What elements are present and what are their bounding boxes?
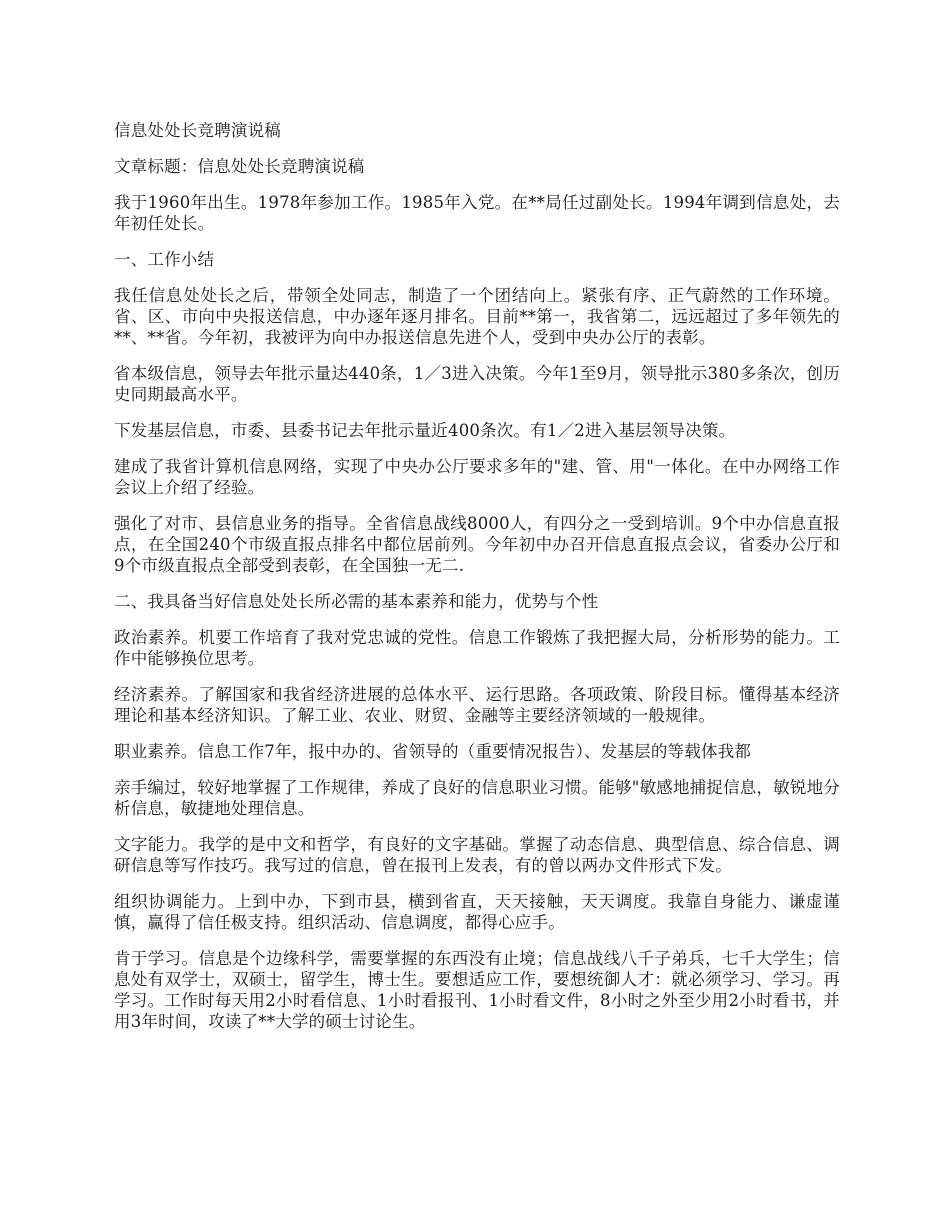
paragraph-writing: 文字能力。我学的是中文和哲学，有良好的文字基础。掌握了动态信息、典型信息、综合信息、调研信息等写作技巧。我写过的信息，曾在报刊上发表，有的曾以两办文件形式下发。	[114, 835, 840, 875]
paragraph-coordination: 组织协调能力。上到中办，下到市县，横到省直，天天接触，天天调度。我靠自身能力、谦虚谨慎，赢得了信任极支持。组织活动、信息调度，都得心应手。	[114, 892, 840, 932]
section-heading-work-summary: 一、工作小结	[114, 250, 215, 269]
article-title-line: 文章标题：信息处处长竞聘演说稿	[114, 157, 365, 176]
paragraph-learning: 肯于学习。信息是个边缘科学，需要掌握的东西没有止境；信息战线八千子弟兵，七千大学生；信息处有双学士，双硕士，留学生，博士生。要想适应工作，要想统御人才：就必须学习、学习。再学习。工作时每天用2小时看信息、1小时看报刊、1小时看文件，8小时之外至少用2小时看书，并用3年时间，攻读了**大学的硕士讨论生。	[114, 949, 840, 1031]
paragraph-economic: 经济素养。了解国家和我省经济进展的总体水平、运行思路。各项政策、阶段目标。懂得基本经济理论和基本经济知识。了解工业、农业、财贸、金融等主要经济领域的一般规律。	[114, 685, 840, 725]
paragraph-achievements: 我任信息处处长之后，带领全处同志，制造了一个团结向上。紧张有序、正气蔚然的工作环境。省、区、市向中央报送信息，中办逐年逐月排名。目前**第一，我省第二，远远超过了多年领先的**、**省。今年初，我被评为向中办报送信息先进个人，受到中央办公厅的表彰。	[114, 286, 840, 347]
paragraph-political: 政治素养。机要工作培育了我对党忠诚的党性。信息工作锻炼了我把握大局，分析形势的能力。工作中能够换位思考。	[114, 628, 840, 668]
paragraph-network: 建成了我省计算机信息网络，实现了中央办公厅要求多年的"建、管、用"一体化。在中办网络工作会议上介绍了经验。	[114, 457, 840, 497]
paragraph-provincial-info: 省本级信息，领导去年批示量达440条，1／3进入决策。今年1至9月，领导批示380多条次，创历史同期最高水平。	[114, 364, 840, 404]
paragraph-professional-cont: 亲手编过，较好地掌握了工作规律，养成了良好的信息职业习惯。能够"敏感地捕捉信息，敏锐地分析信息，敏捷地处理信息。	[114, 778, 840, 818]
paragraph-intro: 我于1960年出生。1978年参加工作。1985年入党。在**局任过副处长。1994年调到信息处，去年初任处长。	[114, 193, 840, 233]
paragraph-grassroots-info: 下发基层信息，市委、县委书记去年批示量近400条次。有1／2进入基层领导决策。	[114, 421, 736, 440]
paragraph-professional: 职业素养。信息工作7年，报中办的、省领导的（重要情况报告）、发基层的等载体我都	[114, 742, 752, 761]
document-body	[114, 120, 840, 1047]
paragraph-guidance: 强化了对市、县信息业务的指导。全省信息战线8000人，有四分之一受到培训。9个中办信息直报点，在全国240个市级直报点排名中都位居前列。今年初中办召开信息直报点会议，省委办公厅和9个市级直报点全部受到表彰，在全国独一无二.	[114, 514, 840, 575]
document-title: 信息处处长竞聘演说稿	[114, 121, 281, 140]
section-heading-qualities: 二、我具备当好信息处处长所必需的基本素养和能力，优势与个性	[114, 592, 599, 611]
